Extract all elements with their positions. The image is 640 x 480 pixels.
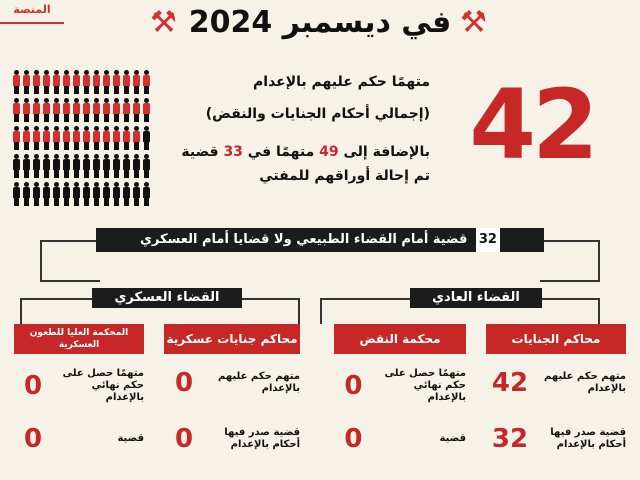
person-icon	[82, 154, 90, 178]
connector	[598, 240, 600, 280]
person-icon	[72, 154, 80, 178]
people-row	[12, 154, 172, 178]
person-icon	[12, 70, 20, 94]
connector	[40, 240, 42, 280]
people-row	[12, 126, 172, 150]
stat-number: 0	[24, 371, 43, 401]
person-icon	[122, 182, 130, 206]
person-icon	[62, 154, 70, 178]
stat-label: متهم حكم عليهم بالإعدام	[544, 371, 626, 394]
connector	[40, 240, 96, 242]
connector	[242, 298, 298, 300]
stat-item	[14, 368, 144, 404]
people-row	[12, 70, 172, 94]
stat-item	[164, 368, 300, 398]
stat-number: 0	[344, 424, 363, 454]
stat-item	[164, 424, 300, 454]
stat-label: متهم حكم عليهم بالإعدام	[218, 371, 300, 394]
people-row	[12, 182, 172, 206]
person-icon	[142, 70, 150, 94]
person-icon	[82, 126, 90, 150]
person-icon	[82, 98, 90, 122]
brand-logo: المنصة	[0, 0, 64, 24]
box-title-cassation: محكمة النقض	[334, 324, 466, 354]
connector	[20, 298, 92, 300]
person-icon	[112, 154, 120, 178]
person-icon	[112, 126, 120, 150]
person-icon	[42, 154, 50, 178]
people-row	[12, 98, 172, 122]
person-icon	[102, 126, 110, 150]
person-icon	[52, 70, 60, 94]
person-icon	[142, 98, 150, 122]
person-icon	[102, 154, 110, 178]
person-icon	[122, 126, 130, 150]
stat-number: 32	[491, 424, 529, 454]
person-icon	[32, 98, 40, 122]
person-icon	[42, 182, 50, 206]
person-icon	[52, 182, 60, 206]
stat-label: قضية صدر فيها أحكام بالإعدام	[550, 427, 626, 450]
person-icon	[32, 154, 40, 178]
person-icon	[132, 126, 140, 150]
stat-label: متهمًا حصل على حكم نهائي بالإعدام	[384, 368, 466, 403]
person-icon	[132, 98, 140, 122]
connector	[544, 240, 600, 242]
stat-label: متهمًا حصل على حكم نهائي بالإعدام	[62, 368, 144, 403]
stat-number: 0	[174, 424, 194, 454]
connector	[598, 298, 600, 324]
person-icon	[32, 182, 40, 206]
person-icon	[72, 98, 80, 122]
person-icon	[142, 126, 150, 150]
branch-military-courts: القضاء العسكري	[92, 288, 242, 308]
person-icon	[102, 70, 110, 94]
person-icon	[92, 70, 100, 94]
person-icon	[52, 154, 60, 178]
stat-number: 0	[174, 368, 194, 398]
person-icon	[122, 154, 130, 178]
person-icon	[102, 182, 110, 206]
stat-number: 42	[491, 368, 529, 398]
branch-ordinary-courts: القضاء العادي	[410, 288, 542, 308]
person-icon	[132, 182, 140, 206]
person-icon	[82, 70, 90, 94]
person-icon	[72, 126, 80, 150]
person-icon	[82, 182, 90, 206]
box-title-criminal-courts: محاكم الجنايات	[486, 324, 626, 354]
person-icon	[22, 126, 30, 150]
person-icon	[12, 154, 20, 178]
person-icon	[72, 182, 80, 206]
person-icon	[12, 98, 20, 122]
person-icon	[122, 98, 130, 122]
connector	[40, 280, 100, 282]
person-icon	[22, 70, 30, 94]
summary-num-defendants: 49	[319, 144, 339, 160]
stat-label: قضية	[439, 433, 466, 444]
person-icon	[12, 126, 20, 150]
stat-item	[334, 424, 466, 454]
person-icon	[62, 70, 70, 94]
connector	[320, 298, 410, 300]
person-icon	[102, 98, 110, 122]
box-title-military-criminal-courts: محاكم جنايات عسكرية	[164, 324, 300, 354]
person-icon	[22, 182, 30, 206]
person-icon	[92, 98, 100, 122]
person-icon	[132, 154, 140, 178]
person-icon	[92, 126, 100, 150]
stat-number: 0	[24, 424, 43, 454]
connector	[20, 298, 22, 324]
person-icon	[52, 98, 60, 122]
person-icon	[92, 154, 100, 178]
summary-line-2: (إجمالي أحكام الجنايات والنقض)	[205, 106, 430, 122]
person-icon	[42, 98, 50, 122]
summary-line-3: بالإضافة إلى 49 متهمًا في 33 قضية	[181, 144, 430, 160]
gavel-icon: ⚒	[460, 5, 487, 40]
person-icon	[32, 126, 40, 150]
person-icon	[122, 70, 130, 94]
person-icon	[22, 154, 30, 178]
summary-line-1: متهمًا حكم عليهم بالإعدام	[253, 74, 430, 90]
page-title: في ديسمبر 2024	[188, 5, 452, 40]
stat-number: 0	[344, 371, 363, 401]
gavel-icon: ⚒	[150, 5, 177, 40]
connector	[542, 298, 598, 300]
person-icon	[22, 98, 30, 122]
main-banner-number: 32	[476, 228, 500, 252]
person-icon	[62, 182, 70, 206]
person-icon	[92, 182, 100, 206]
person-icon	[62, 126, 70, 150]
stat-label: قضية	[117, 433, 144, 444]
person-icon	[112, 98, 120, 122]
connector	[540, 280, 600, 282]
people-grid	[12, 70, 172, 200]
stat-item	[486, 368, 626, 398]
person-icon	[142, 154, 150, 178]
person-icon	[112, 70, 120, 94]
box-title-supreme-military-court: المحكمة العليا للطعون العسكرية	[14, 324, 144, 354]
person-icon	[42, 126, 50, 150]
summary-line-4: تم إحالة أوراقهم للمفتي	[259, 168, 430, 184]
person-icon	[72, 70, 80, 94]
person-icon	[132, 70, 140, 94]
person-icon	[12, 182, 20, 206]
main-banner-text: قضية أمام القضاء الطبيعي ولا قضايا أمام العسكري	[140, 232, 468, 247]
person-icon	[142, 182, 150, 206]
stat-item	[334, 368, 466, 404]
person-icon	[62, 98, 70, 122]
stat-item	[14, 424, 144, 454]
stat-label: قضية صدر فيها أحكام بالإعدام	[224, 427, 300, 450]
stat-item	[486, 424, 626, 454]
person-icon	[32, 70, 40, 94]
summary-num-cases: 33	[223, 144, 243, 160]
big-number: 42	[469, 69, 595, 181]
connector	[298, 298, 300, 324]
person-icon	[52, 126, 60, 150]
main-banner	[96, 228, 544, 252]
person-icon	[112, 182, 120, 206]
person-icon	[42, 70, 50, 94]
connector	[320, 298, 322, 324]
